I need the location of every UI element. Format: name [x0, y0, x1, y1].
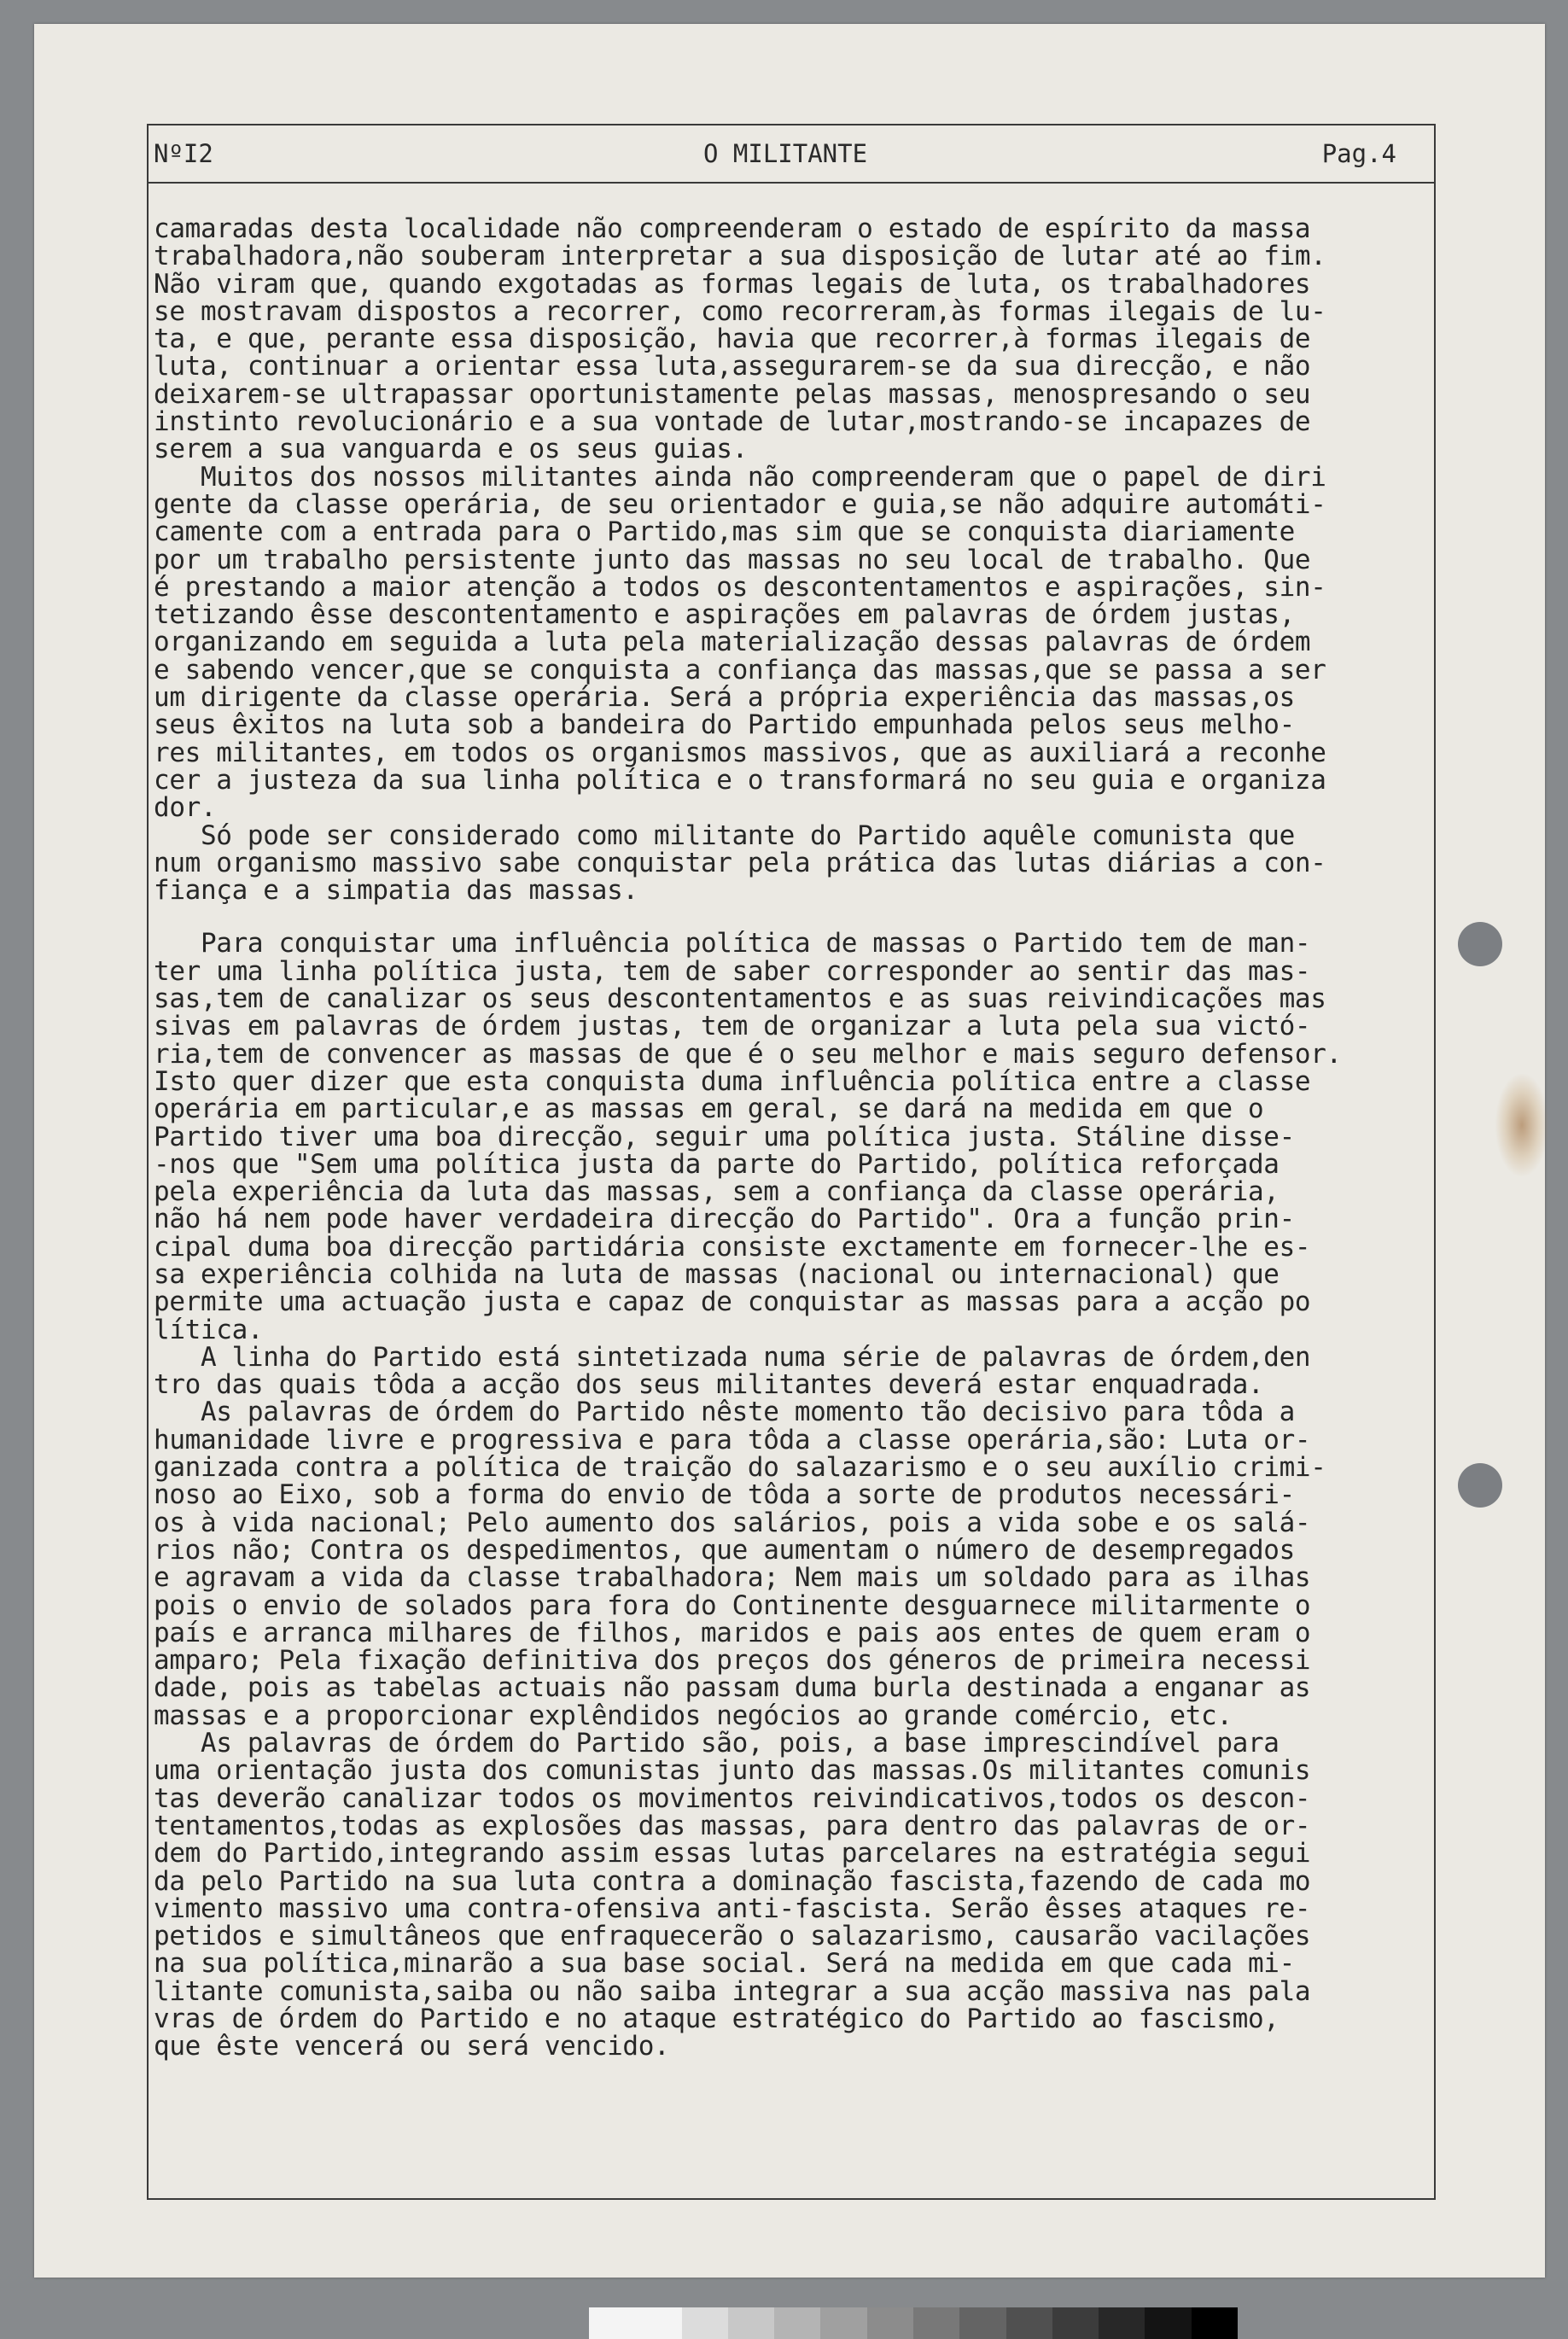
text-line: vras de órdem do Partido e no ataque estratégico do Partido ao fascismo, [154, 2004, 1279, 2034]
text-line: As palavras de órdem do Partido são, pois, a base imprescindível para [154, 1728, 1279, 1759]
text-line: dem do Partido,integrando assim essas lutas parcelares na estratégia segui [154, 1838, 1311, 1869]
text-line: tas deverão canalizar todos os movimentos reivindicativos,todos os descon- [154, 1782, 1311, 1814]
text-line: Isto quer dizer que esta conquista duma influência política entre a classe [154, 1065, 1311, 1097]
text-line: na sua política,minarão a sua base social. Será na medida em que cada mi- [154, 1948, 1295, 1980]
article-body [154, 215, 1425, 2061]
text-line: uma orientação justa dos comunistas junto das massas.Os militantes comunis [154, 1755, 1311, 1787]
text-line: noso ao Eixo, sob a forma do envio de tôda a sorte de produtos necessári- [154, 1479, 1295, 1511]
text-line: massas e a proporcionar explêndidos negócios ao grande comércio, etc. [154, 1700, 1233, 1731]
text-line: ter uma linha política justa, tem de saber corresponder ao sentir das mas- [154, 955, 1311, 987]
paragraph [154, 215, 1425, 464]
page-number: Pag.4 [1321, 139, 1396, 168]
text-line: pela experiência da luta das massas, sem a confiança da classe operária, [154, 1176, 1279, 1208]
text-line: tro das quais tôda a acção dos seus militantes deverá estar enquadrada. [154, 1369, 1264, 1401]
text-line: humanidade livre e progressiva e para tôda a classe operária,são: Luta or- [154, 1424, 1311, 1455]
text-line: instinto revolucionário e a sua vontade de lutar,mostrando-se incapazes de [154, 406, 1311, 438]
text-line: tetizando êsse descontentamento e aspirações em palavras de órdem justas, [154, 599, 1295, 631]
text-line: organizando em seguida a luta pela materialização dessas palavras de órdem [154, 627, 1311, 658]
paragraph-gap [154, 904, 1425, 930]
text-line: operária em particular,e as massas em geral, se dará na medida em que o [154, 1094, 1264, 1125]
paragraph [154, 461, 1425, 824]
text-line: Só pode ser considerado como militante do Partido aquêle comunista que [154, 820, 1295, 851]
text-line: deixarem-se ultrapassar oportunistamente pelas massas, menospresando o seu [154, 378, 1311, 410]
text-line: luta, continuar a orientar essa luta,assegurarem-se da sua direcção, e não [154, 351, 1311, 382]
text-line: dor. [154, 792, 217, 824]
text-line: As palavras de órdem do Partido nêste momento tão decisivo para tôda a [154, 1397, 1295, 1428]
issue-number: NºI2 [154, 139, 213, 168]
text-line: Não viram que, quando exgotadas as formas legais de luta, os trabalhadores [154, 268, 1311, 300]
text-line: litante comunista,saiba ou não saiba integrar a sua acção massiva nas pala [154, 1975, 1311, 2007]
text-line: fiança e a simpatia das massas. [154, 875, 638, 907]
text-line: que êste vencerá ou será vencido. [154, 2031, 670, 2062]
page-header [147, 124, 1436, 184]
text-line: ta, e que, perante essa disposição, havia que recorrer,à formas ilegais de [154, 324, 1311, 355]
paragraph [154, 1341, 1425, 1401]
text-line: amparo; Pela fixação definitiva dos preços dos géneros de primeira necessi [154, 1645, 1311, 1677]
paragraph [154, 1398, 1425, 1729]
text-line: sa experiência colhida na luta de massas (nacional ou internacional) que [154, 1258, 1279, 1290]
text-line: ria,tem de convencer as massas de que é o seu melhor e mais seguro defensor. [154, 1038, 1342, 1070]
text-line: tentamentos,todas as explosões das massas, para dentro das palavras de or- [154, 1810, 1311, 1841]
text-line: seus êxitos na luta sob a bandeira do Partido empunhada pelos seus melho- [154, 709, 1295, 741]
text-line: vimento massivo uma contra-ofensiva anti-fascista. Serão êsses ataques re- [154, 1893, 1311, 1924]
text-line: um dirigente da classe operária. Será a própria experiência das massas,os [154, 682, 1295, 714]
text-line: permite uma actuação justa e capaz de conquistar as massas para a acção po [154, 1286, 1311, 1318]
text-line: camaradas desta localidade não compreenderam o estado de espírito da massa [154, 213, 1311, 244]
text-line: cer a justeza da sua linha política e o transformará no seu guia e organiza [154, 764, 1326, 796]
paragraph [154, 1729, 1425, 2061]
text-line: e sabendo vencer,que se conquista a confiança das massas,que se passa a ser [154, 654, 1326, 685]
paragraph [154, 930, 1425, 1343]
text-line: num organismo massivo sabe conquistar pela prática das lutas diárias a con- [154, 847, 1326, 878]
text-line: ganizada contra a política de traição do salazarismo e o seu auxílio crimi- [154, 1452, 1326, 1484]
text-line: é prestando a maior atenção a todos os descontentamentos e aspirações, sin- [154, 571, 1326, 603]
text-line: pois o envio de solados para fora do Continente desguarnece militarmente o [154, 1589, 1311, 1621]
text-line: sivas em palavras de órdem justas, tem de organizar a luta pela sua victó- [154, 1011, 1311, 1042]
punch-hole [1458, 1463, 1502, 1508]
text-line: A linha do Partido está sintetizada numa série de palavras de órdem,den [154, 1341, 1311, 1373]
text-line: e agravam a vida da classe trabalhadora; Nem mais um soldado para as ilhas [154, 1562, 1311, 1594]
rust-stain [1495, 1074, 1548, 1176]
text-line: camente com a entrada para o Partido,mas sim que se conquista diariamente [154, 516, 1295, 548]
text-line: Muitos dos nossos militantes ainda não compreenderam que o papel de diri [154, 461, 1326, 493]
text-line: sas,tem de canalizar os seus descontentamentos e as suas reivindicações mas [154, 983, 1326, 1015]
text-line: -nos que "Sem uma política justa da parte do Partido, política reforçada [154, 1148, 1279, 1180]
text-line: petidos e simultâneos que enfraquecerão o salazarismo, causarão vacilações [154, 1921, 1311, 1952]
text-line: não há nem pode haver verdadeira direcção do Partido". Ora a função prin- [154, 1204, 1295, 1235]
text-line: serem a sua vanguarda e os seus guias. [154, 434, 748, 465]
paragraph [154, 822, 1425, 905]
text-line: os à vida nacional; Pelo aumento dos salários, pois a vida sobe e os salá- [154, 1507, 1311, 1538]
publication-title: O MILITANTE [703, 139, 868, 168]
text-line: Para conquistar uma influência política de massas o Partido tem de man- [154, 928, 1311, 960]
text-line: res militantes, em todos os organismos massivos, que as auxiliará a reconhe [154, 737, 1326, 768]
text-line: Partido tiver uma boa direcção, seguir uma política justa. Stáline disse- [154, 1121, 1295, 1152]
text-line: por um trabalho persistente junto das massas no seu local de trabalho. Que [154, 544, 1311, 575]
text-line: rios não; Contra os despedimentos, que aumentam o número de desempregados [154, 1534, 1295, 1566]
text-line: da pelo Partido na sua luta contra a dominação fascista,fazendo de cada mo [154, 1865, 1311, 1897]
text-line: trabalhadora,não souberam interpretar a sua disposição de lutar até ao fim. [154, 241, 1326, 272]
text-line: cipal duma boa direcção partidária consiste exctamente em fornecer-lhe es- [154, 1231, 1311, 1263]
color-calibration-strip [589, 2307, 1238, 2339]
text-line: gente da classe operária, de seu orientador e guia,se não adquire automáti- [154, 488, 1326, 520]
text-line: se mostravam dispostos a recorrer, como recorreram,às formas ilegais de lu- [154, 295, 1326, 327]
text-line: país e arranca milhares de filhos, maridos e pais aos entes de quem eram o [154, 1617, 1311, 1648]
text-line: dade, pois as tabelas actuais não passam duma burla destinada a enganar as [154, 1672, 1311, 1704]
text-line: lítica. [154, 1314, 264, 1345]
punch-hole [1458, 922, 1502, 966]
